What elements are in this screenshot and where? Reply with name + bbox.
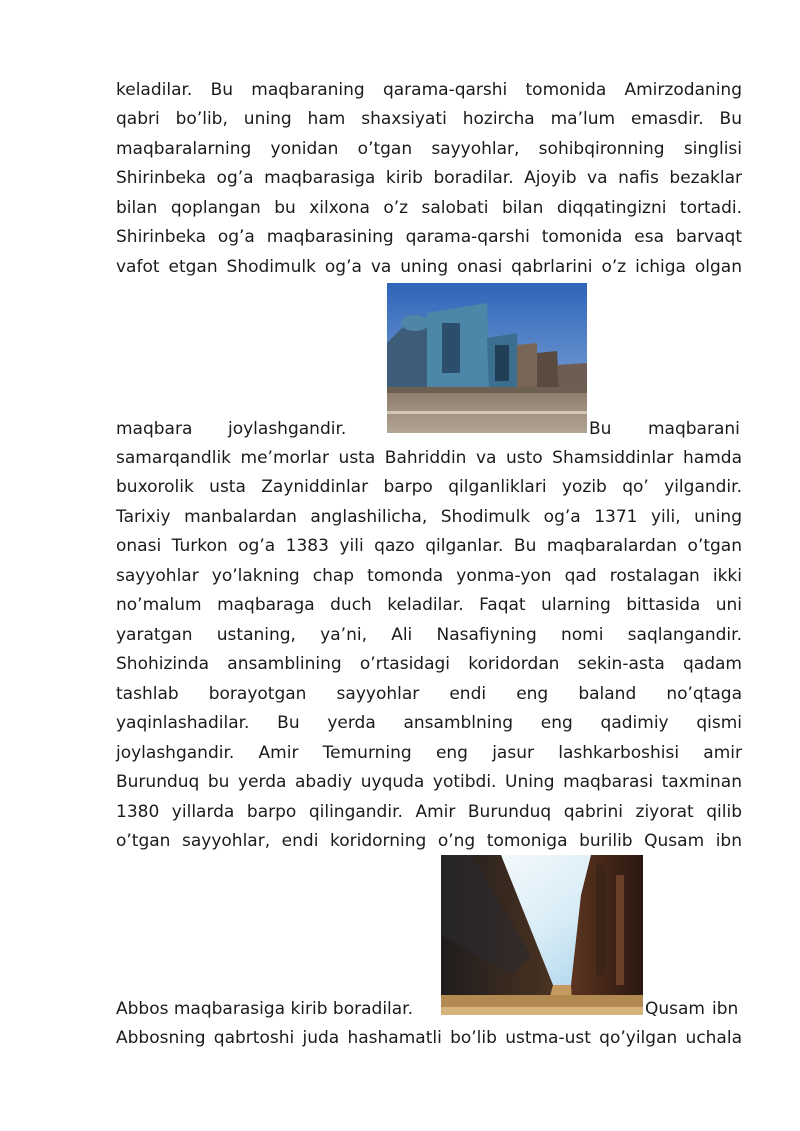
text-line: sayyohlar yo’lakning chap tomonda yonma-yon qad rostalagan ikki (116, 566, 742, 586)
text-line: no’malum maqbaraga duch keladilar. Faqat ularning bittasida uni (116, 595, 742, 615)
text-line: Tarixiy manbalardan anglashilicha, Shodimulk og’a 1371 yili, uning (116, 507, 742, 527)
text-word: maqbarani (648, 419, 740, 439)
text-line: Shirinbeka og’a maqbarasining qarama-qarshi tomonida esa barvaqt (116, 227, 742, 247)
text-line: samarqandlik me’morlar usta Bahriddin va usto Shamsiddinlar hamda (116, 448, 742, 468)
shohizinda-mausoleums-photo (387, 283, 587, 433)
text-line: yaqinlashadilar. Bu yerda ansamblning eng qadimiy qismi (116, 713, 742, 733)
text-line: keladilar. Bu maqbaraning qarama-qarshi tomonida Amirzodaning (116, 80, 742, 100)
text-line: Shohizinda ansamblining o’rtasidagi koridordan sekin-asta qadam (116, 654, 742, 674)
text-line: Burunduq bu yerda abadiy uyquda yotibdi. Uning maqbarasi taxminan (116, 772, 742, 792)
text-line: Shirinbeka og’a maqbarasiga kirib boradilar. Ajoyib va nafis bezaklar (116, 168, 742, 188)
text-word: ibn (712, 999, 739, 1019)
text-word: Qusam (645, 999, 705, 1019)
text-line: qabri bo’lib, uning ham shaxsiyati hozircha ma’lum emasdir. Bu (116, 109, 742, 129)
text-line: maqbaralarning yonidan o’tgan sayyohlar, sohibqironning singlisi (116, 139, 742, 159)
text-line: o’tgan sayyohlar, endi koridorning o’ng tomoniga burilib Qusam ibn (116, 831, 742, 851)
text-line: joylashgandir. Amir Temurning eng jasur lashkarboshisi amir (116, 743, 742, 763)
text-line: buxorolik usta Zayniddinlar barpo qilganliklari yozib qo’ yilgandir. (116, 477, 742, 497)
text-word: joylashgandir. (228, 419, 347, 439)
text-line: 1380 yillarda barpo qilingandir. Amir Burunduq qabrini ziyorat qilib (116, 802, 742, 822)
text-word: Bu (589, 419, 612, 439)
text-line: onasi Turkon og’a 1383 yili qazo qilganlar. Bu maqbaralardan o’tgan (116, 536, 742, 556)
text-line: yaratgan ustaning, ya’ni, Ali Nasafiyning nomi saqlangandir. (116, 625, 742, 645)
text-line: bilan qoplangan bu xilxona o’z salobati bilan diqqatingizni tortadi. (116, 198, 742, 218)
text-word: maqbara (116, 419, 193, 439)
text-line: vafot etgan Shodimulk og’a va uning onasi qabrlarini o’z ichiga olgan (116, 257, 742, 277)
shohizinda-corridor-photo (441, 855, 643, 1015)
text-line: Abbosning qabrtoshi juda hashamatli bo’lib ustma-ust qo’yilgan uchala (116, 1028, 742, 1048)
text-word: Abbos maqbarasiga kirib boradilar. (116, 999, 414, 1019)
text-line: tashlab borayotgan sayyohlar endi eng baland no’qtaga (116, 684, 742, 704)
